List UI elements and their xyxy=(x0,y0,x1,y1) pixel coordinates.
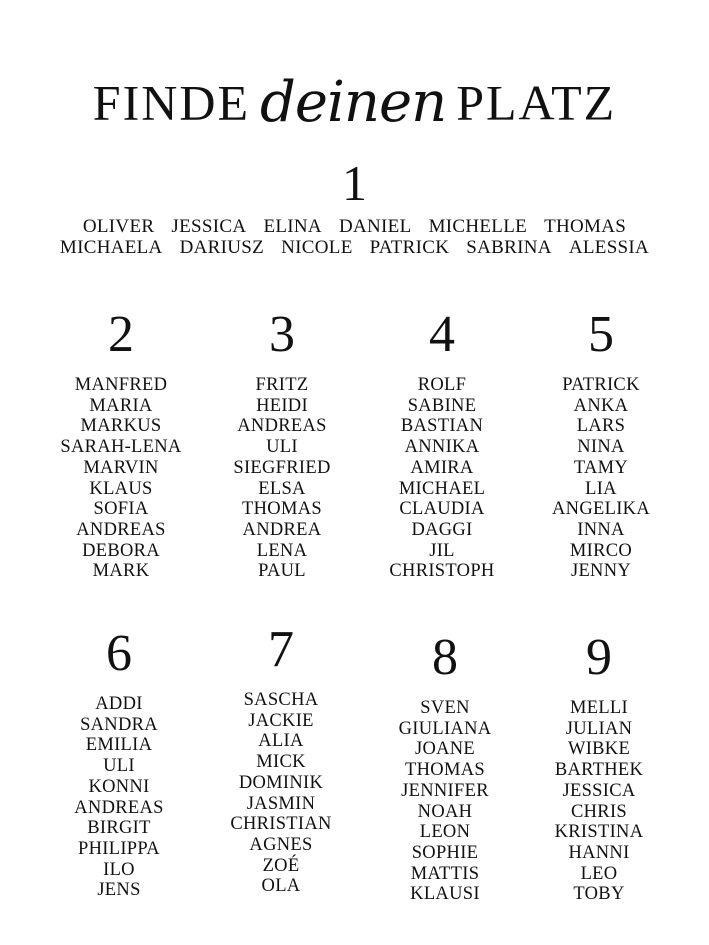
guest-name: THOMAS xyxy=(405,760,485,781)
guest-name: JASMIN xyxy=(246,793,316,814)
guest-name: HEIDI xyxy=(256,395,308,416)
table-8 xyxy=(360,628,530,905)
guest-name: PATRICK xyxy=(562,375,640,395)
guest-name: KRISTINA xyxy=(554,822,644,843)
guest-name: DANIEL xyxy=(338,216,412,237)
table-1-row-1 xyxy=(0,216,709,238)
guest-name: ANDREAS xyxy=(237,416,327,437)
guest-name: WIBKE xyxy=(567,739,631,760)
guest-name: ROLF xyxy=(417,375,467,395)
table-7 xyxy=(196,620,366,897)
guest-name: PAUL xyxy=(258,561,306,582)
guest-name: JESSICA xyxy=(171,216,247,237)
guest-name: SIEGFRIED xyxy=(233,457,331,478)
guest-list xyxy=(196,690,366,897)
guest-name: AGNES xyxy=(249,834,313,855)
title-part-2: PLATZ xyxy=(456,74,617,131)
guest-name: ZOÉ xyxy=(262,855,300,876)
guest-name: BASTIAN xyxy=(400,416,484,437)
table-number: 5 xyxy=(588,306,614,363)
guest-name: CHRISTIAN xyxy=(230,814,332,835)
guest-name: SABINE xyxy=(407,395,477,416)
guest-name: LARS xyxy=(576,416,626,437)
guest-name: JENNY xyxy=(570,561,632,582)
guest-name: ELINA xyxy=(263,216,322,237)
guest-list xyxy=(516,375,686,582)
guest-name: OLA xyxy=(261,876,301,897)
guest-name: ELSA xyxy=(258,478,306,499)
guest-name: ANGELIKA xyxy=(552,499,650,520)
table-5 xyxy=(516,305,686,582)
guest-name: SVEN xyxy=(420,698,470,718)
guest-name: DOMINIK xyxy=(238,772,324,793)
guest-name: KONNI xyxy=(88,776,150,797)
guest-name: DEBORA xyxy=(82,540,160,561)
guest-list xyxy=(357,375,527,582)
guest-name: NINA xyxy=(577,437,625,458)
guest-name: CHRISTOPH xyxy=(389,561,495,582)
guest-name: ILO xyxy=(103,859,135,880)
guest-name: DARIUSZ xyxy=(179,237,265,258)
table-number: 8 xyxy=(432,629,458,686)
table-3 xyxy=(197,305,367,582)
guest-name: JESSICA xyxy=(562,780,636,801)
guest-name: ALESSIA xyxy=(568,237,650,258)
guest-name: MELLI xyxy=(569,698,628,718)
guest-name: JIL xyxy=(429,540,455,561)
guest-name: MARVIN xyxy=(83,457,159,478)
guest-name: SASCHA xyxy=(243,690,319,710)
guest-name: MICK xyxy=(256,752,306,773)
guest-name: ADDI xyxy=(95,694,143,714)
guest-name: MICHAEL xyxy=(398,478,486,499)
table-1-row-2 xyxy=(0,237,709,259)
table-number-1: 1 xyxy=(342,155,367,211)
guest-name: GIULIANA xyxy=(398,718,492,739)
table-number: 7 xyxy=(268,621,294,678)
guest-list xyxy=(34,694,204,901)
guest-name: NOAH xyxy=(417,801,473,822)
guest-name: ANDREA xyxy=(242,519,322,540)
guest-list xyxy=(197,375,367,582)
guest-name: ANKA xyxy=(573,395,629,416)
table-number: 2 xyxy=(108,306,134,363)
table-4 xyxy=(357,305,527,582)
guest-name: BARTHEK xyxy=(554,760,644,781)
guest-name: MICHELLE xyxy=(428,216,528,237)
table-number: 3 xyxy=(269,306,295,363)
guest-name: MATTIS xyxy=(410,863,480,884)
guest-name: ANDREAS xyxy=(74,797,164,818)
guest-name: MARIA xyxy=(89,395,153,416)
table-9 xyxy=(514,628,684,905)
guest-name: LIA xyxy=(585,478,617,499)
title-part-1: FINDE xyxy=(92,74,251,131)
guest-name: SANDRA xyxy=(80,714,158,735)
table-number: 4 xyxy=(429,306,455,363)
guest-name: TOBY xyxy=(573,884,625,905)
guest-name: ALIA xyxy=(258,731,304,752)
guest-name: OLIVER xyxy=(82,216,155,237)
table-number: 9 xyxy=(586,629,612,686)
guest-name: FRITZ xyxy=(255,375,309,395)
guest-name: MARKUS xyxy=(80,416,162,437)
guest-name: PATRICK xyxy=(369,237,450,258)
guest-name: EMILIA xyxy=(85,735,153,756)
guest-name: KLAUS xyxy=(89,478,153,499)
page-title xyxy=(0,70,709,140)
guest-name: CLAUDIA xyxy=(399,499,485,520)
guest-name: SABRINA xyxy=(466,237,552,258)
guest-name: JENS xyxy=(97,880,141,901)
guest-name: ANNIKA xyxy=(404,437,480,458)
guest-name: MARK xyxy=(92,561,150,582)
guest-name: MANFRED xyxy=(74,375,168,395)
guest-name: KLAUSI xyxy=(410,884,480,905)
guest-name: SOPHIE xyxy=(411,842,479,863)
guest-name: JOANE xyxy=(414,739,476,760)
guest-name: SOFIA xyxy=(93,499,149,520)
title-script-word: deinen xyxy=(260,70,447,135)
guest-name: INNA xyxy=(577,519,625,540)
guest-name: ULI xyxy=(103,756,135,777)
guest-list xyxy=(36,375,206,582)
table-number: 6 xyxy=(106,625,132,682)
guest-name: JULIAN xyxy=(565,718,633,739)
guest-name: THOMAS xyxy=(242,499,322,520)
guest-name: BIRGIT xyxy=(87,818,151,839)
guest-name: LENA xyxy=(256,540,308,561)
guest-name: AMIRA xyxy=(410,457,474,478)
guest-name: JACKIE xyxy=(248,710,314,731)
guest-name: HANNI xyxy=(568,842,630,863)
guest-name: ANDREAS xyxy=(76,519,166,540)
table-6 xyxy=(34,624,204,901)
guest-name: THOMAS xyxy=(544,216,627,237)
guest-name: ULI xyxy=(266,437,298,458)
table-2 xyxy=(36,305,206,582)
guest-name: LEON xyxy=(419,822,471,843)
guest-name: NICOLE xyxy=(281,237,353,258)
guest-name: DAGGI xyxy=(411,519,473,540)
guest-name: MIRCO xyxy=(569,540,633,561)
guest-name: MICHAELA xyxy=(59,237,163,258)
guest-name: SARAH-LENA xyxy=(60,437,182,458)
guest-list xyxy=(360,698,530,905)
guest-name: LEO xyxy=(580,863,618,884)
guest-name: JENNIFER xyxy=(401,780,489,801)
guest-name: PHILIPPA xyxy=(78,838,160,859)
guest-name: TAMY xyxy=(573,457,629,478)
guest-list xyxy=(514,698,684,905)
guest-name: CHRIS xyxy=(571,801,627,822)
